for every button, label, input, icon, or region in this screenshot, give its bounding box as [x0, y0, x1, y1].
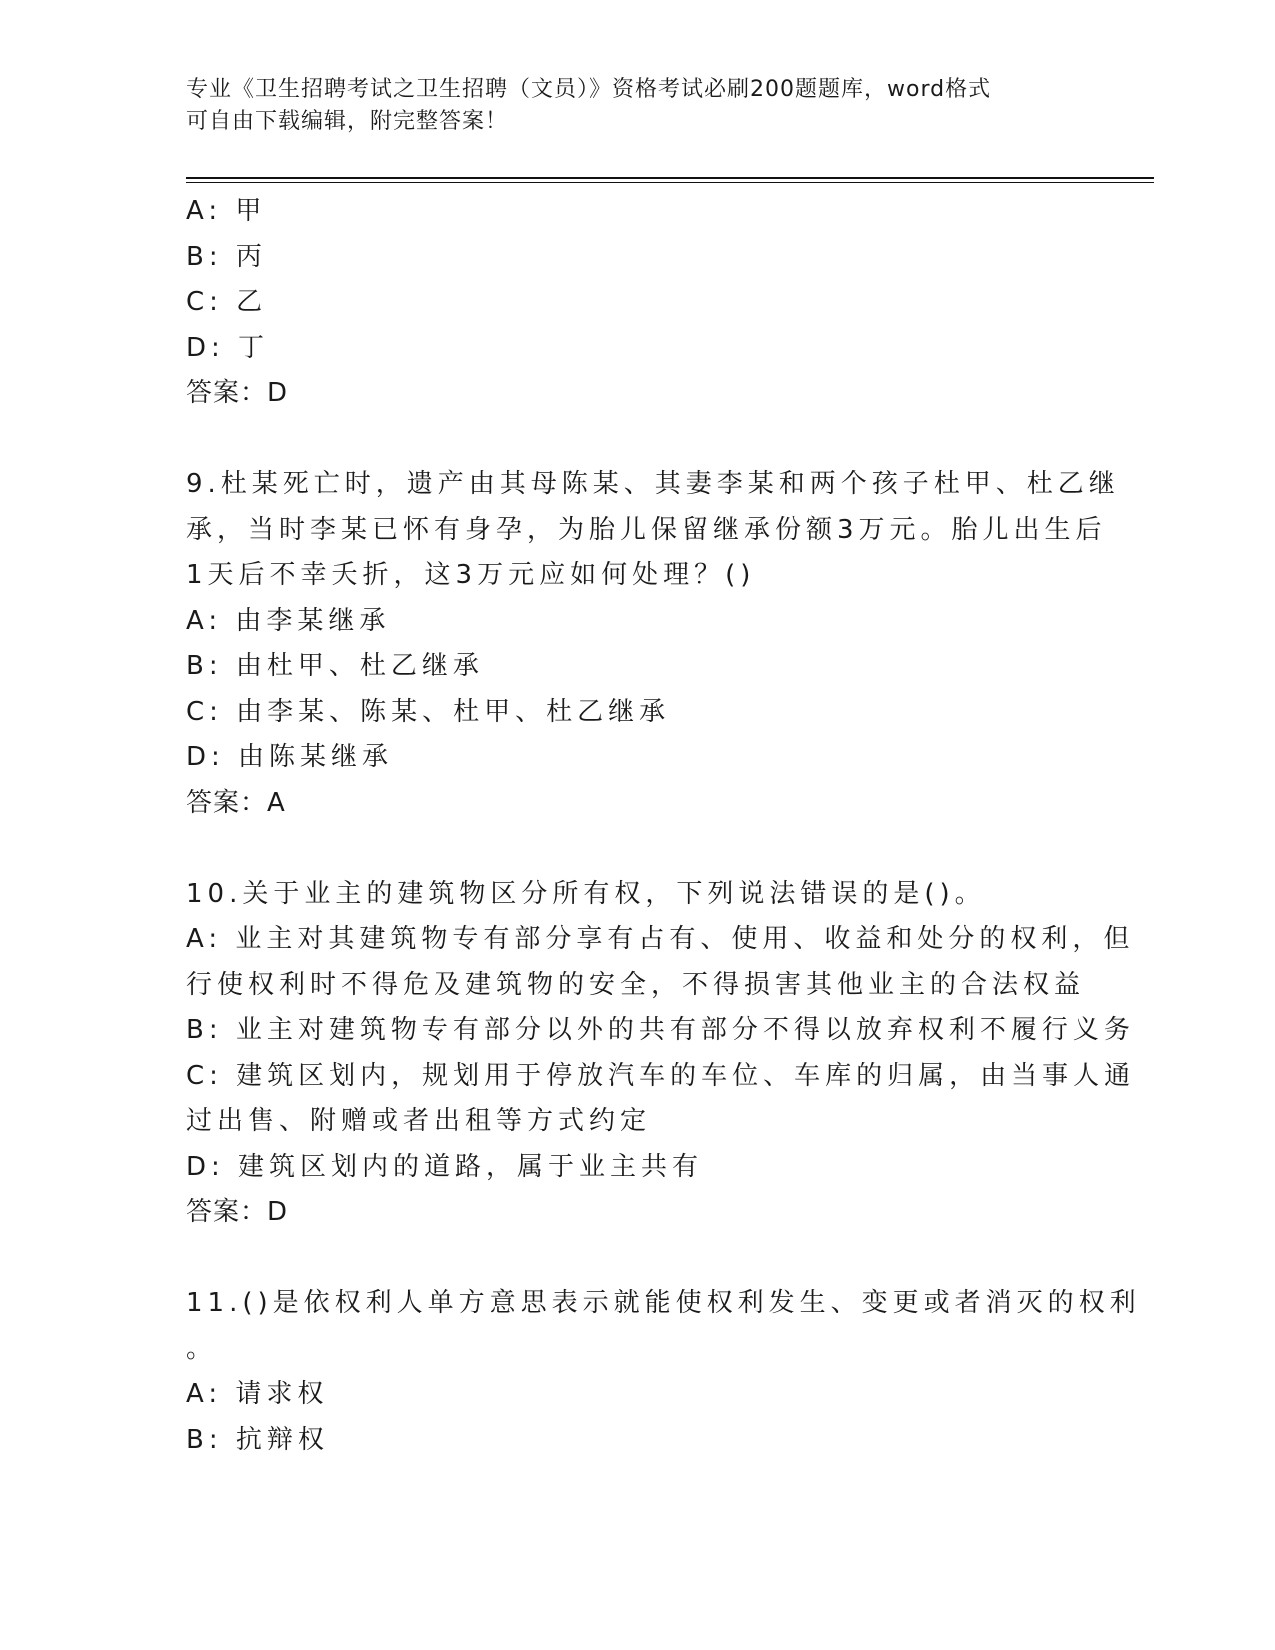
question-stem-line: 11.()是依权利人单方意思表示就能使权利发生、变更或者消灭的权利 — [186, 1288, 1141, 1318]
option-a: A: 甲 — [186, 196, 267, 226]
option-d: D: 由陈某继承 — [186, 742, 394, 772]
question-stem-line: 1天后不幸夭折，这3万元应如何处理？() — [186, 560, 756, 590]
question-list — [186, 189, 1141, 1463]
answer-line: 答案：D — [186, 1197, 289, 1227]
option-d: D: 建筑区划内的道路，属于业主共有 — [186, 1151, 704, 1182]
question-9 — [186, 462, 1120, 826]
option-a: A: 请求权 — [186, 1379, 329, 1409]
option-c: C: 由李某、陈某、杜甲、杜乙继承 — [186, 696, 671, 727]
question-stem-line: 9.杜某死亡时，遗产由其母陈某、其妻李某和两个孩子杜甲、杜乙继 — [186, 469, 1120, 499]
question-11 — [186, 1281, 1141, 1463]
question-stem-line: 。 — [186, 1333, 218, 1364]
answer-line: 答案：D — [186, 378, 289, 408]
header-title-line-2: 可自由下载编辑，附完整答案！ — [186, 109, 509, 134]
option-b: B: 由杜甲、杜乙继承 — [186, 651, 484, 681]
question-stem-line: 承，当时李某已怀有身孕，为胎儿保留继承份额3万元。胎儿出生后 — [186, 514, 1107, 545]
header-title-line-1: 专业《卫生招聘考试之卫生招聘（文员）》资格考试必刷200题题库，word格式 — [186, 77, 992, 102]
option-b: B: 抗辩权 — [186, 1424, 329, 1455]
document-header — [186, 74, 1066, 138]
option-a-continued: 行使权利时不得危及建筑物的安全，不得损害其他业主的合法权益 — [186, 969, 1086, 1000]
option-c: C: 乙 — [186, 287, 268, 317]
question-8 — [186, 189, 1086, 417]
option-b: B: 丙 — [186, 241, 267, 272]
spacer — [186, 417, 1086, 463]
spacer — [186, 826, 1086, 872]
option-b: B: 业主对建筑物专有部分以外的共有部分不得以放弃权利不履行义务 — [186, 1015, 1135, 1045]
option-c: C: 建筑区划内，规划用于停放汽车的车位、车库的归属，由当事人通 — [186, 1060, 1136, 1091]
answer-line: 答案：A — [186, 787, 286, 818]
option-d: D: 丁 — [186, 332, 270, 363]
option-a: A: 业主对其建筑物专有部分享有占有、使用、收益和处分的权利，但 — [186, 924, 1135, 954]
spacer — [186, 1236, 1086, 1282]
option-c-continued: 过出售、附赠或者出租等方式约定 — [186, 1106, 652, 1136]
question-stem-line: 10.关于业主的建筑物区分所有权，下列说法错误的是()。 — [186, 878, 986, 909]
header-divider-thick — [186, 177, 1154, 179]
option-a: A: 由李某继承 — [186, 605, 391, 636]
header-divider-thin — [186, 182, 1154, 183]
question-10 — [186, 872, 1136, 1236]
